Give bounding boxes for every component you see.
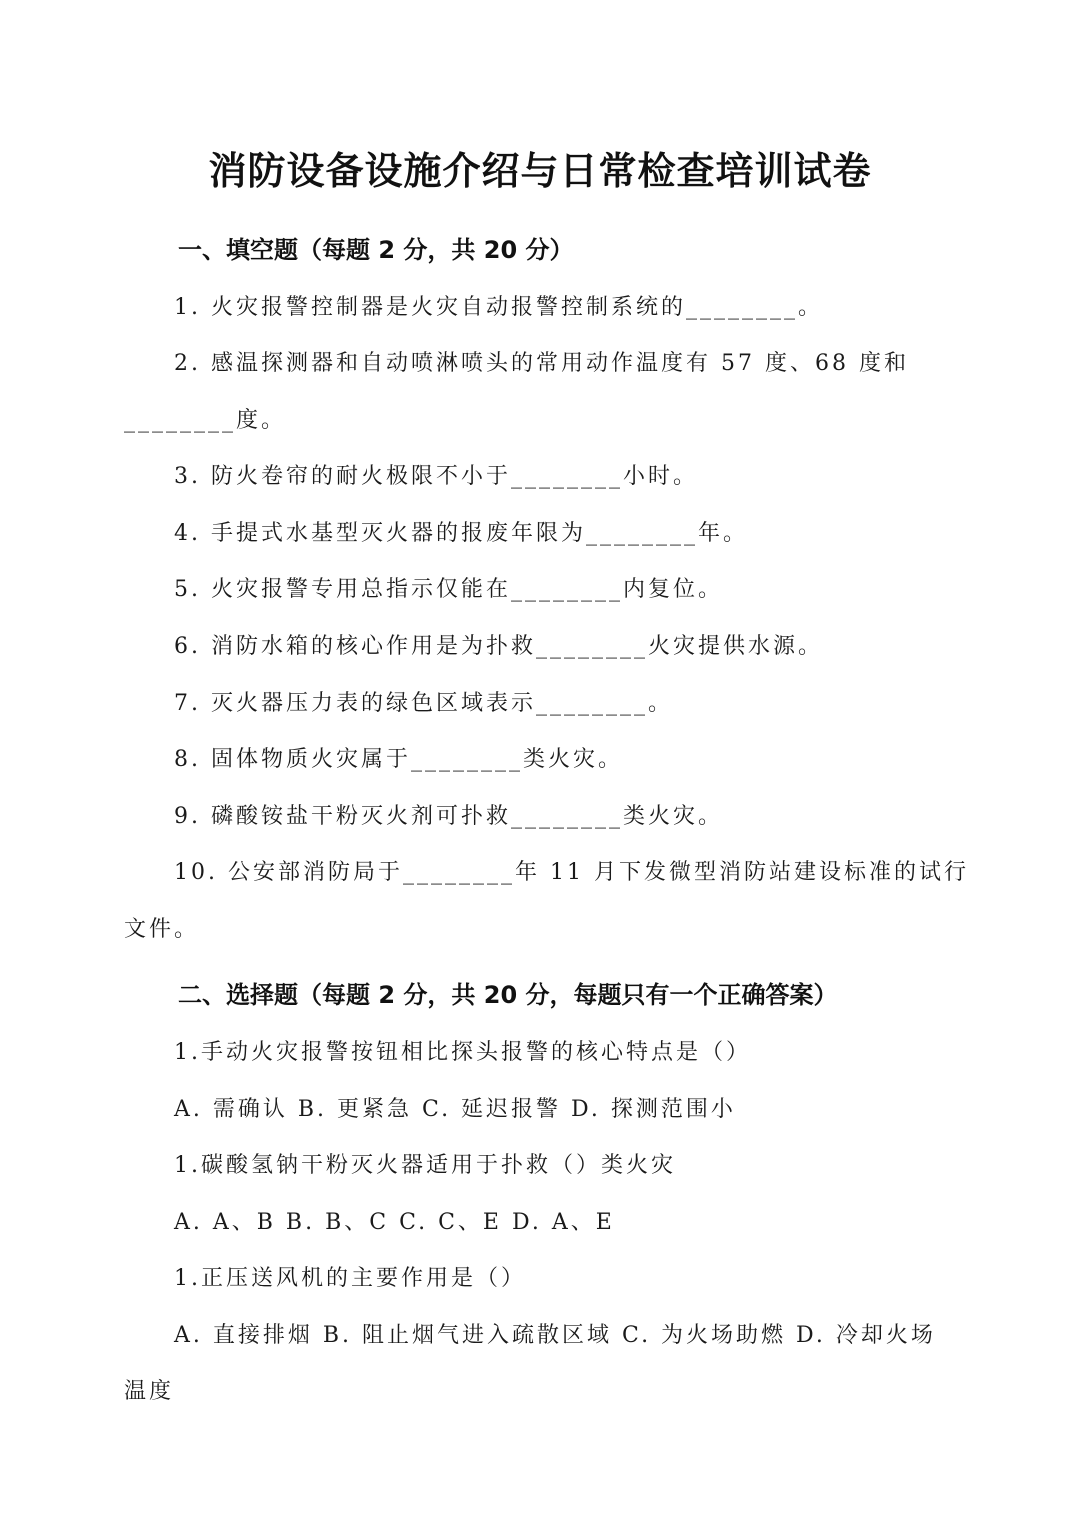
choice-question-2-options: A. A、B B. B、C C. C、E D. A、E (174, 1210, 615, 1235)
fill-blank-question-8: 8. 固体物质火灾属于________类火灾。 (174, 747, 623, 772)
section-heading-multiple-choice: 二、选择题（每题 2 分，共 20 分，每题只有一个正确答案） (178, 981, 838, 1009)
choice-question-3-options-continued: 温度 (124, 1379, 175, 1404)
choice-question-1: 1.手动火灾报警按钮相比探头报警的核心特点是（） (174, 1040, 751, 1065)
fill-blank-question-3: 3. 防火卷帘的耐火极限不小于________小时。 (174, 464, 698, 489)
fill-blank-question-2-continued: ________度。 (124, 408, 287, 433)
choice-question-3: 1.正压送风机的主要作用是（） (174, 1266, 526, 1291)
fill-blank-question-2: 2. 感温探测器和自动喷淋喷头的常用动作温度有 57 度、68 度和 (174, 351, 909, 376)
fill-blank-question-10-continued: 文件。 (124, 917, 200, 942)
fill-blank-question-4: 4. 手提式水基型灭火器的报废年限为________年。 (174, 521, 748, 546)
section-heading-fill-blank: 一、填空题（每题 2 分，共 20 分） (178, 236, 574, 264)
fill-blank-question-6: 6. 消防水箱的核心作用是为扑救________火灾提供水源。 (174, 634, 823, 659)
page-title: 消防设备设施介绍与日常检查培训试卷 (208, 149, 872, 193)
choice-question-3-options: A. 直接排烟 B. 阻止烟气进入疏散区域 C. 为火场助燃 D. 冷却火场 (174, 1323, 936, 1348)
fill-blank-question-9: 9. 磷酸铵盐干粉灭火剂可扑救________类火灾。 (174, 804, 723, 829)
fill-blank-question-1: 1. 火灾报警控制器是火灾自动报警控制系统的________。 (174, 295, 823, 320)
fill-blank-question-10: 10. 公安部消防局于________年 11 月下发微型消防站建设标准的试行 (174, 860, 969, 885)
fill-blank-question-5: 5. 火灾报警专用总指示仅能在________内复位。 (174, 577, 723, 602)
fill-blank-question-7: 7. 灭火器压力表的绿色区域表示________。 (174, 691, 673, 716)
choice-question-1-options: A. 需确认 B. 更紧急 C. 延迟报警 D. 探测范围小 (174, 1097, 736, 1122)
choice-question-2: 1.碳酸氢钠干粉灭火器适用于扑救（）类火灾 (174, 1153, 676, 1178)
